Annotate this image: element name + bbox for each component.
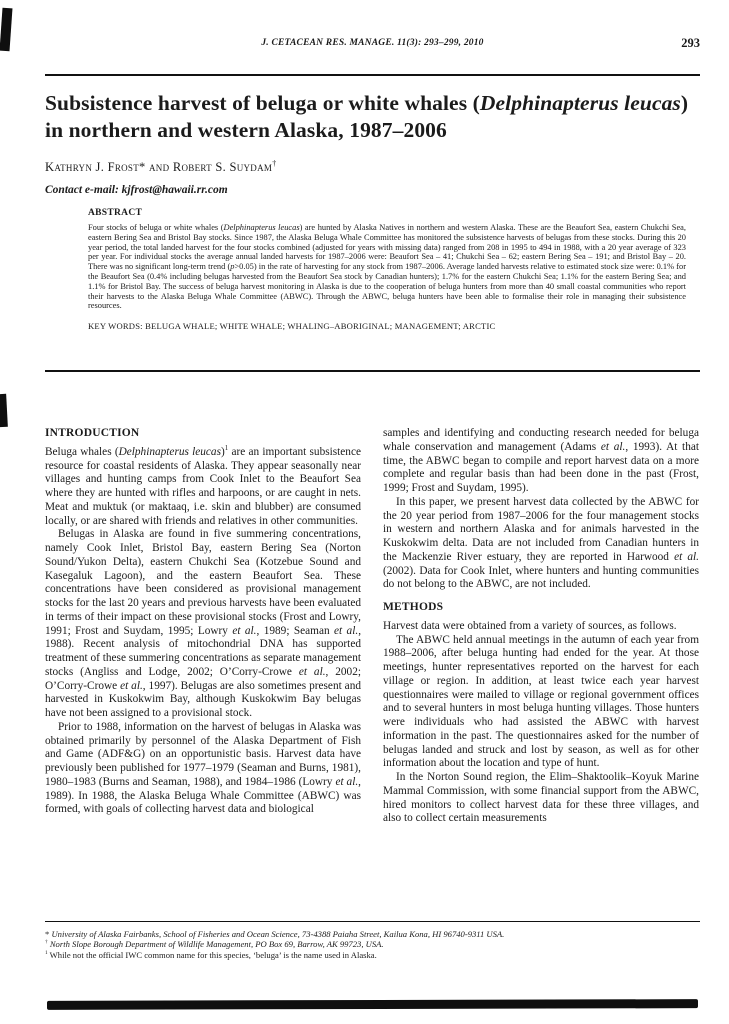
keywords-line: KEY WORDS: BELUGA WHALE; WHITE WHALE; WHALING–ABORIGINAL; MANAGEMENT; ARCTIC xyxy=(88,321,496,332)
paragraph-methods-3: In the Norton Sound region, the Elim–Shaktoolik–Koyuk Marine Mammal Commission, with some financial support from the ABWC, hired monitors to collect harvest data for these three villages, and also to collect certain measurements xyxy=(383,771,699,825)
scan-mark-bottom-bar xyxy=(47,999,698,1010)
authors-line: Kathryn J. Frost* and Robert S. Suydam† xyxy=(45,158,277,174)
article-title: Subsistence harvest of beluga or white whales (Delphinapterus leucas) in northern and western Alaska, 1987–2006 xyxy=(45,91,689,142)
section-heading-methods: METHODS xyxy=(383,601,444,613)
column-left xyxy=(45,427,361,826)
footnote-affiliation-2: † North Slope Borough Department of Wildlife Management, PO Box 69, Barrow, AK 99723, USA. xyxy=(45,939,384,950)
paragraph-methods-1: Harvest data were obtained from a variety of sources, as follows. xyxy=(383,619,677,632)
section-rule xyxy=(45,370,700,372)
scan-mark-left-middle xyxy=(0,394,8,427)
article-body xyxy=(45,427,700,826)
contact-email-line: Contact e-mail: kjfrost@hawaii.rr.com xyxy=(45,184,228,196)
footnote-affiliation-1: * University of Alaska Fairbanks, School of Fisheries and Ocean Science, 73-4388 Paiaha Street, Kailua Kona, HI 96740-9311 USA. xyxy=(45,929,505,939)
column-right xyxy=(383,427,699,826)
paragraph-intro-3: Prior to 1988, information on the harvest of belugas in Alaska was obtained primarily by personnel of the Alaska Department of Fish and Game (ADF&G) on an opportunistic basis. Harvest data have previously been published for 1977–1979 (Seaman and Burns, 1981), 1980–1983 (Burns and Seaman, 1988), and 1984–1986 (Lowry et al., 1989). In 1988, the Alaska Beluga Whale Committee (ABWC) was formed, with goals of collecting harvest data and biological xyxy=(45,720,361,816)
paragraph-intro-1: Beluga whales (Delphinapterus leucas)$^1$ are an important subsistence resource for coastal residents of Alaska. They appear seasonally near villages and hunting camps from Cook Inlet to the Beaufort Sea where they are hunted with rifles and harpoons, or are caught in nets. Meat and muktuk (or maktaaq, i.e. skin and blubber) are consumed locally, or are shared with friends and relatives in other communities. xyxy=(45,443,361,527)
journal-reference: J. CETACEAN RES. MANAGE. 11(3): 293–299, 2010 xyxy=(261,38,484,48)
abstract-text: Four stocks of beluga or white whales (Delphinapterus leucas) are hunted by Alaska Natives in northern and western Alaska. These are the Beaufort Sea, eastern Chukchi Sea, eastern Bering Sea and Bristol Bay stocks. Since 1987, the Alaska Beluga Whale Committee has monitored the subsistence harvests of belugas from these stocks. During this 20 year period, the total landed harvest for the four stocks combined (adjusted for years with missing data) ranged from 208 in 1995 to 494 in 1988, with a 20 year average of 323 per year. For individual stocks the average annual landed harvests for 1987–2006 were: Beaufort Sea – 41; Chukchi Sea – 62; eastern Bering Sea – 191; and Bristol Bay – 20. There was no significant long-term trend (p>0.05) in the rate of harvesting for any stock from 1987–2006. Average landed harvests relative to estimated stock size were: 0.1% for the Beaufort Sea (0.4% including belugas harvested from the Beaufort Sea stock by Canadian hunters); 1.7% for the eastern Chukchi Sea; 1.1% for the eastern Bering Sea; and 1.1% for Bristol Bay. The success of beluga harvest monitoring in Alaska is due to the cooperation of beluga hunters from more than 40 small coastal communities who report their harvests to the Alaska Beluga Whale Committee (ABWC). Through the ABWC, beluga hunters have been able to formalise their role in managing their subsistence resources. xyxy=(88,223,686,311)
scan-mark-top-left xyxy=(0,8,12,52)
paragraph-intro-continued: samples and identifying and conducting research needed for beluga whale conservation and management (Adams et al., 1993). At that time, the ABWC began to compile and report harvest data on a more complete and regular basis than had been done in the past (Frost, 1999; Frost and Suydam, 1995). xyxy=(383,427,700,494)
footnote-separator xyxy=(45,921,700,922)
page-number: 293 xyxy=(681,36,700,50)
paragraph-this-paper: In this paper, we present harvest data collected by the ABWC for the 20 year period from 1987–2006 for the four management stocks in western and northern Alaska and for animals harvested in the Kuskokwim delta. Data are not included from Canadian hunters in the Mackenzie River estuary, they are reported in Harwood et al. (2002). Data for Cook Inlet, where hunters and hunting communities do not belong to the ABWC, are not included. xyxy=(383,495,699,591)
running-head xyxy=(45,38,700,54)
abstract-block xyxy=(88,208,686,331)
footnote-species-name: $^1$ While not the official IWC common name for this species, ‘beluga’ is the name used in Alaska. xyxy=(45,949,377,960)
footnotes xyxy=(45,929,700,960)
abstract-heading: ABSTRACT xyxy=(88,208,143,218)
paragraph-methods-2: The ABWC held annual meetings in the autumn of each year from 1988–2006, after beluga hunting had ended for the year. At those meetings, hunter representatives reported on the harvest for each village or region. In addition, at least twice each year harvest questionnaires were mailed to village or regional government offices and to several hunters in most beluga hunting villages. Those hunters were individuals who had assisted the ABWC with harvest information in the past. The questionnaires asked for the number of belugas landed and struck and lost by season, as well as for other information about the location and type of hunt. xyxy=(383,633,699,770)
paragraph-intro-2: Belugas in Alaska are found in five summering concentrations, namely Cook Inlet, Bristol Bay, eastern Bering Sea (Norton Sound/Yukon Delta), eastern Chukchi Sea (Kotzebue Sound and Kasegaluk Lagoon), and the eastern Beaufort Sea. These concentrations have been considered as provisional management stocks for the last 20 years and previous harvests have been evaluated in terms of their impact on these provisional stocks (Frost and Lowry, 1991; Frost and Suydam, 1995; Lowry et al., 1989; Seaman et al., 1988). Recent analysis of mitochondrial DNA has supported treatment of these summering concentrations as separate management stocks (Angliss and Lodge, 2002; O’Corry-Crowe et al., 2002; O’Corry-Crowe et al., 1997). Belugas are also sometimes present and harvested in Kuskokwim Bay, although Kuskokwim Bay belugas have not been assigned to a provisional stock. xyxy=(45,528,362,719)
section-heading-introduction: INTRODUCTION xyxy=(45,427,140,439)
header-rule xyxy=(45,74,700,76)
